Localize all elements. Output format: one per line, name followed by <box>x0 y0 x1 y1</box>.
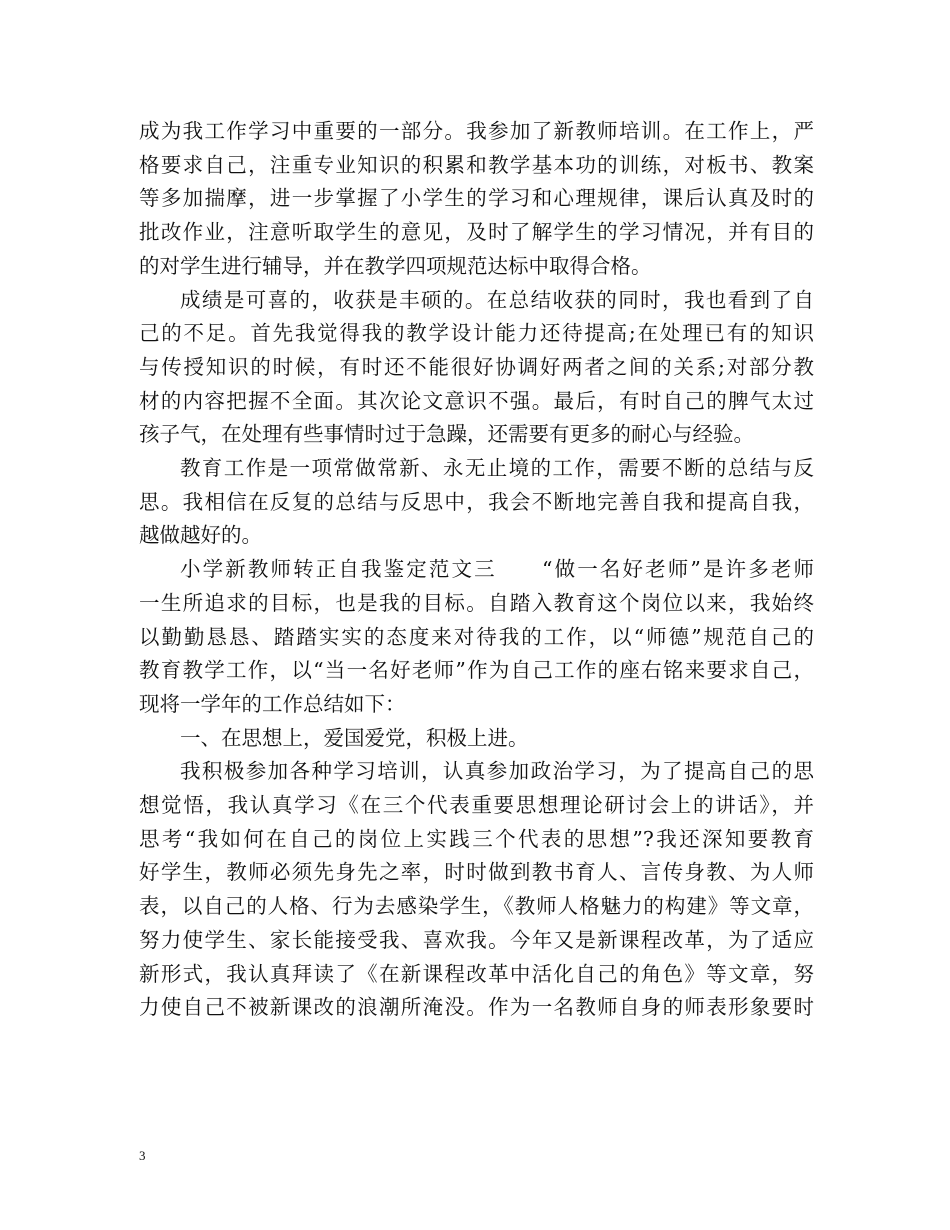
document-body <box>139 115 814 1025</box>
text-line: 现将一学年的工作总结如下： <box>139 691 406 716</box>
page-number: 3 <box>139 1148 146 1163</box>
text-line: 教育工作是一项常做常新、永无止境的工作，需要不断的总结与反 <box>180 456 814 481</box>
text-line: 教育教学工作，以“当一名好老师”作为自己工作的座右铭来要求自己， <box>139 658 814 683</box>
text-line: 小学新教师转正自我鉴定范文三 “做一名好老师”是许多老师 <box>180 557 814 582</box>
text-line: 思。我相信在反复的总结与反思中，我会不断地完善自我和提高自我， <box>139 489 814 514</box>
text-line: 成为我工作学习中重要的一部分。我参加了新教师培训。在工作上，严 <box>139 119 814 143</box>
text-line: 的对学生进行辅导，并在教学四项规范达标中取得合格。 <box>139 253 652 278</box>
text-line: 己的不足。首先我觉得我的教学设计能力还待提高;在处理已有的知识 <box>139 321 814 346</box>
text-line: 材的内容把握不全面。其次论文意识不强。最后，有时自己的脾气太过 <box>139 388 814 413</box>
text-line: 批改作业，注意听取学生的意见，及时了解学生的学习情况，并有目的 <box>139 220 814 245</box>
text-line: 以勤勤恳恳、踏踏实实的态度来对待我的工作，以“师德”规范自己的 <box>139 624 814 649</box>
text-line: 我积极参加各种学习培训，认真参加政治学习，为了提高自己的思 <box>180 759 814 784</box>
text-line: 努力使学生、家长能接受我、喜欢我。今年又是新课程改革，为了适应 <box>139 927 814 952</box>
text-line: 一生所追求的目标，也是我的目标。自踏入教育这个岗位以来，我始终 <box>139 590 814 615</box>
text-line: 成绩是可喜的，收获是丰硕的。在总结收获的同时，我也看到了自 <box>180 287 814 312</box>
text-line: 等多加揣摩，进一步掌握了小学生的学习和心理规律，课后认真及时的 <box>139 186 814 211</box>
text-line: 想觉悟，我认真学习《在三个代表重要思想理论研讨会上的讲话》，并 <box>139 793 814 818</box>
text-line: 好学生，教师必须先身先之率，时时做到教书育人、言传身教、为人师 <box>139 860 814 885</box>
text-line: 一、在思想上，爱国爱党，积极上进。 <box>180 725 529 750</box>
text-line: 越做越好的。 <box>139 523 262 548</box>
text-line: 与传授知识的时候，有时还不能很好协调好两者之间的关系;对部分教 <box>139 354 814 379</box>
text-line: 力使自己不被新课改的浪潮所淹没。作为一名教师自身的师表形象要时 <box>139 995 814 1020</box>
text-line: 格要求自己，注重专业知识的积累和教学基本功的训练，对板书、教案 <box>139 152 814 177</box>
text-line: 思考“我如何在自己的岗位上实践三个代表的思想”?我还深知要教育 <box>139 826 814 851</box>
text-line: 新形式，我认真拜读了《在新课程改革中活化自己的角色》等文章，努 <box>139 961 814 986</box>
text-line: 表，以自己的人格、行为去感染学生，《教师人格魅力的构建》等文章， <box>139 894 814 919</box>
text-line: 孩子气，在处理有些事情时过于急躁，还需要有更多的耐心与经验。 <box>139 422 754 447</box>
